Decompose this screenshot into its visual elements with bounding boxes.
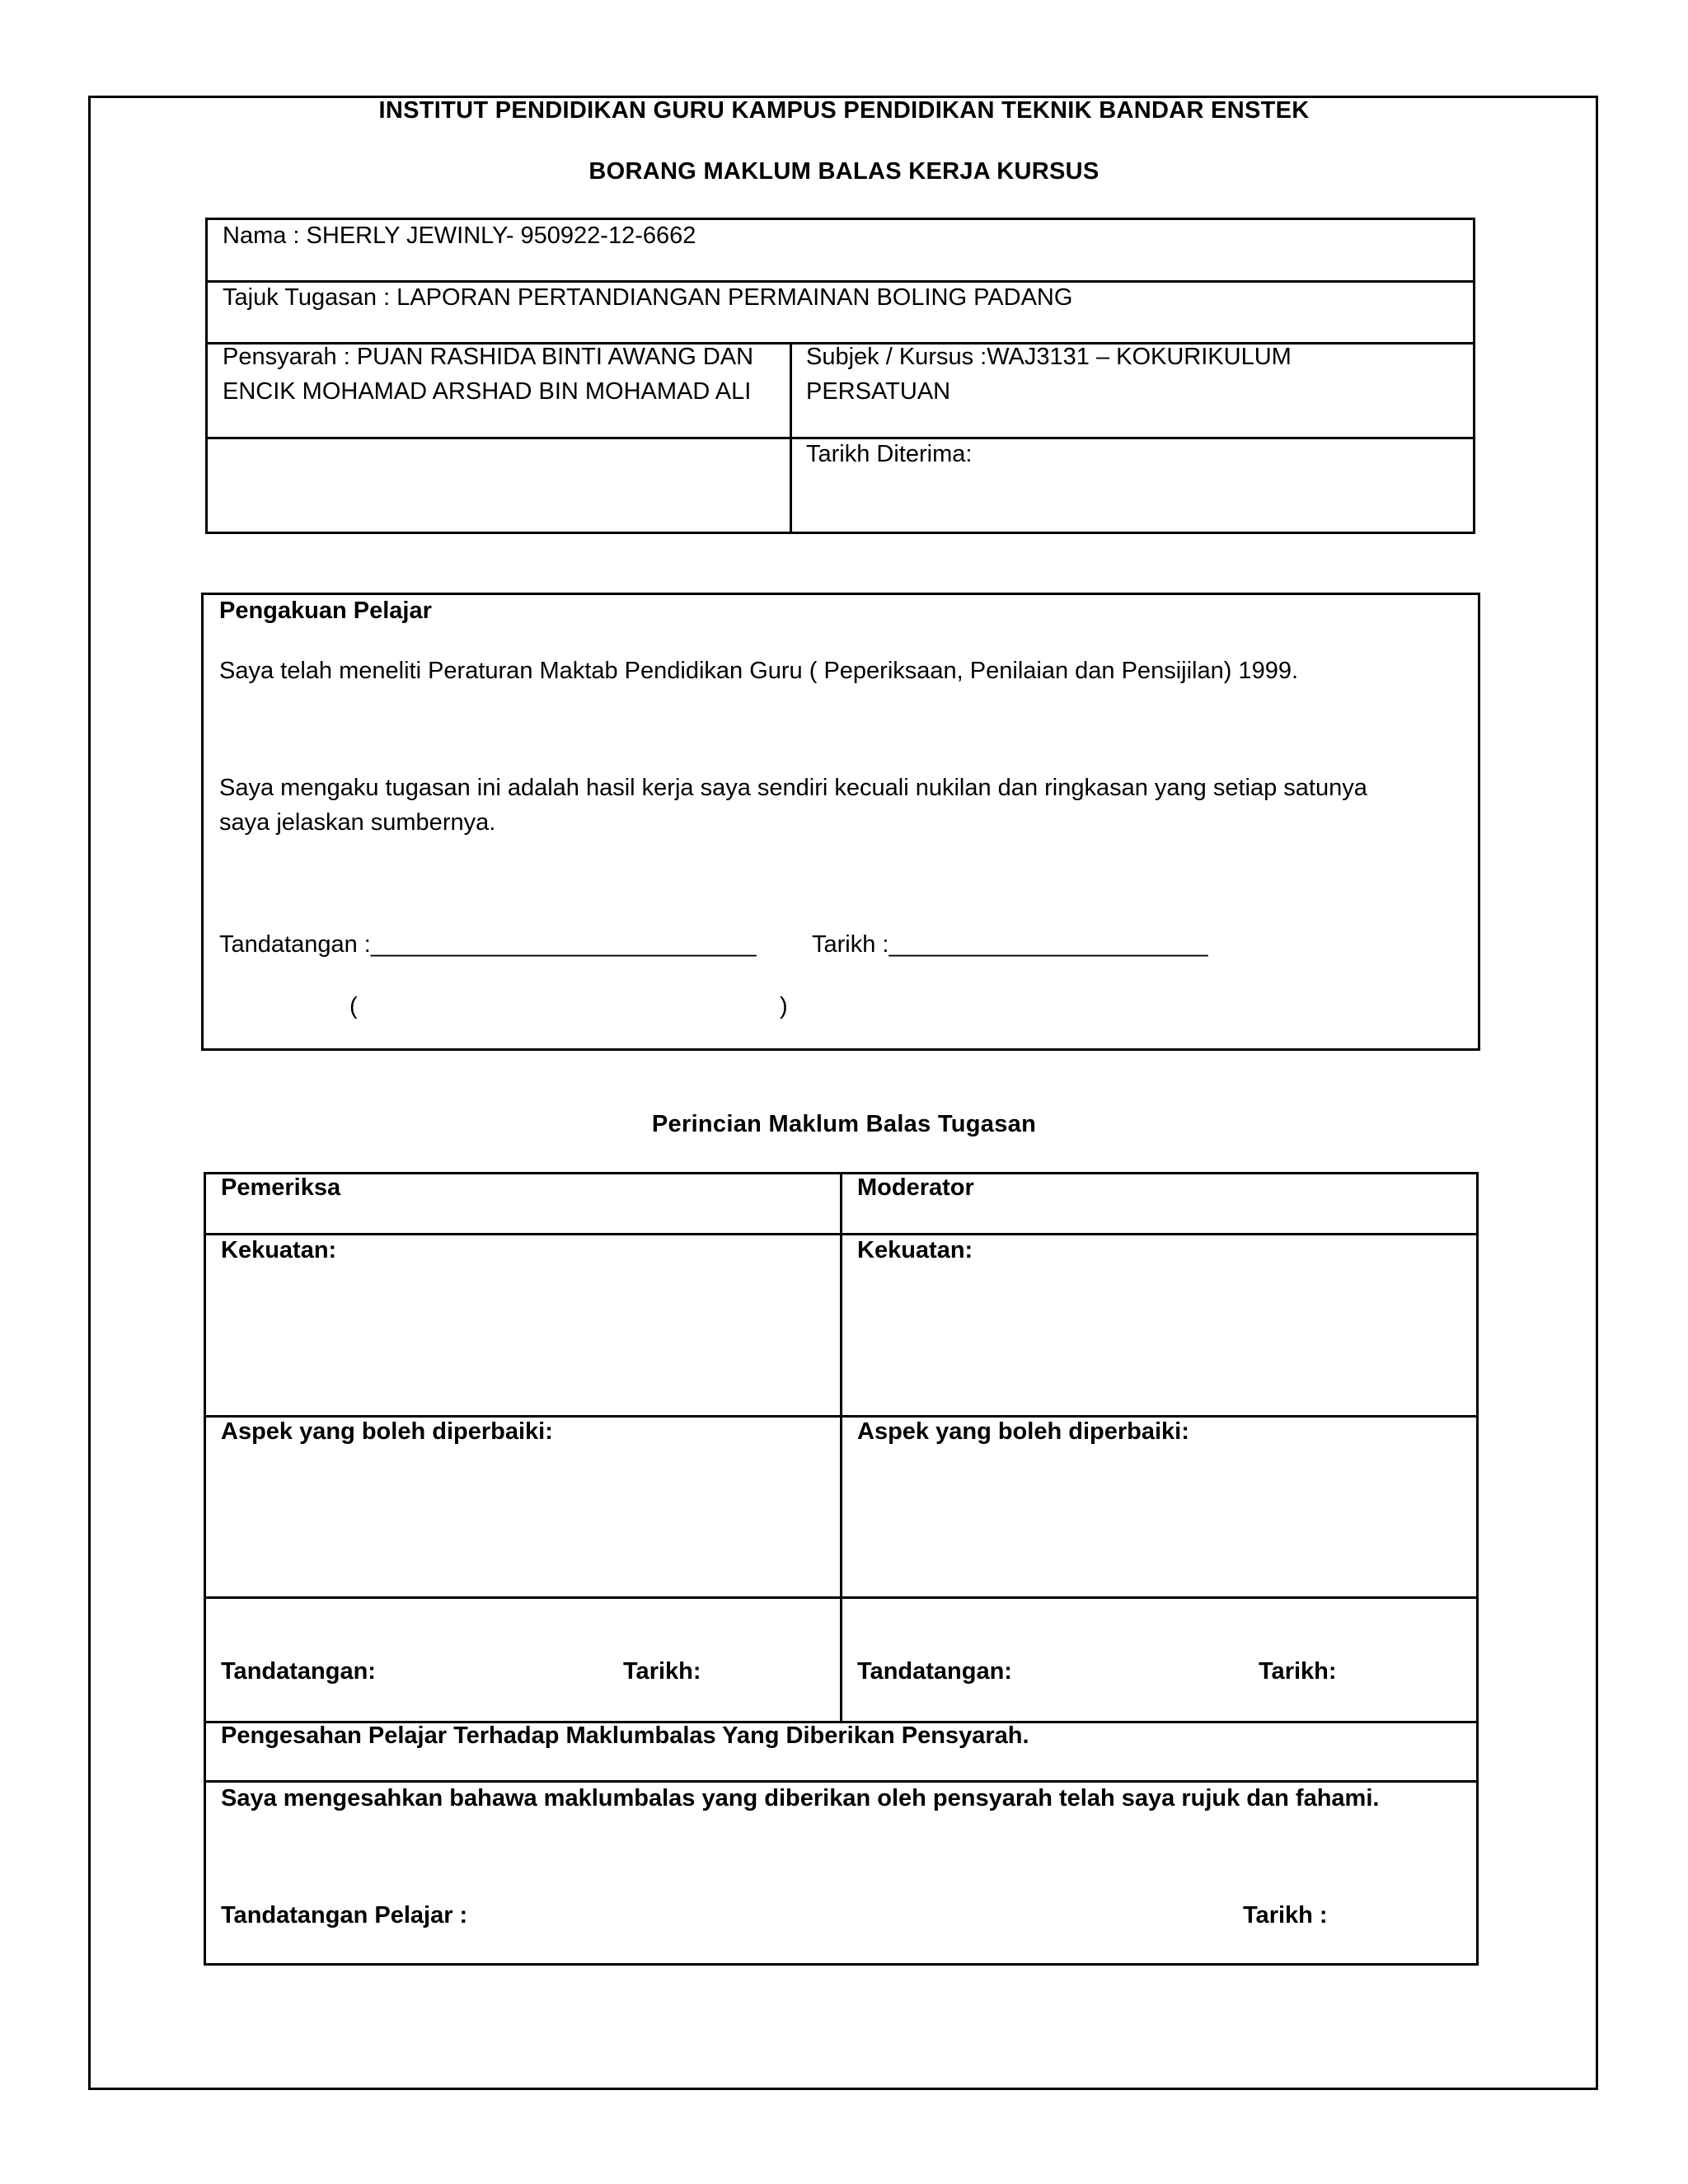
student-signature-label: Tandatangan Pelajar : (221, 1902, 468, 1929)
subjek-field: Subjek / Kursus :WAJ3131 – KOKURIKULUM (806, 344, 1292, 370)
pengesahan-text: Saya mengesahkan bahawa maklumbalas yang diberikan oleh pensyarah telah saya rujuk dan fahami. (221, 1785, 1380, 1811)
pemeriksa-tarikh-label: Tarikh: (623, 1658, 701, 1685)
name-parenthesis-close: ) (780, 993, 788, 1019)
declaration-title: Pengakuan Pelajar (219, 598, 432, 624)
declaration-paragraph-1: Saya telah meneliti Peraturan Maktab Pendidikan Guru ( Peperiksaan, Penilaian dan Pensijilan) 1999. (219, 658, 1299, 684)
pensyarah-field: Pensyarah : PUAN RASHIDA BINTI AWANG DAN (223, 344, 754, 370)
signature-line: Tandatangan :_____________________________ (219, 931, 757, 958)
moderator-kekuatan-label: Kekuatan: (857, 1237, 973, 1263)
nama-field: Nama : SHERLY JEWINLY- 950922-12-6662 (223, 223, 696, 249)
pemeriksa-kekuatan-label: Kekuatan: (221, 1237, 337, 1263)
moderator-aspek-label: Aspek yang boleh diperbaiki: (857, 1418, 1189, 1445)
subjek-field-line2: PERSATUAN (806, 378, 951, 405)
tarikh-diterima-field: Tarikh Diterima: (806, 441, 973, 467)
moderator-header: Moderator (857, 1174, 974, 1201)
moderator-tandatangan-label: Tandatangan: (857, 1658, 1012, 1685)
pengesahan-title: Pengesahan Pelajar Terhadap Maklumbalas Yang Diberikan Pensyarah. (221, 1722, 1029, 1749)
form-title: BORANG MAKLUM BALAS KERJA KURSUS (588, 158, 1100, 185)
student-date-label: Tarikh : (1243, 1902, 1328, 1929)
moderator-tarikh-label: Tarikh: (1259, 1658, 1337, 1685)
feedback-column-divider (840, 1172, 842, 1722)
name-parenthesis-open: ( (349, 993, 358, 1019)
declaration-paragraph-2-line2: saya jelaskan sumbernya. (219, 809, 496, 836)
pemeriksa-aspek-label: Aspek yang boleh diperbaiki: (221, 1418, 553, 1445)
pemeriksa-header: Pemeriksa (221, 1174, 341, 1201)
institute-heading: INSTITUT PENDIDIKAN GURU KAMPUS PENDIDIKAN TEKNIK BANDAR ENSTEK (378, 97, 1310, 124)
feedback-title: Perincian Maklum Balas Tugasan (651, 1111, 1037, 1137)
pemeriksa-tandatangan-label: Tandatangan: (221, 1658, 376, 1685)
info-column-divider (790, 342, 792, 534)
tajuk-field: Tajuk Tugasan : LAPORAN PERTANDIANGAN PERMAINAN BOLING PADANG (223, 284, 1073, 311)
pensyarah-field-line2: ENCIK MOHAMAD ARSHAD BIN MOHAMAD ALI (223, 378, 752, 405)
declaration-paragraph-2: Saya mengaku tugasan ini adalah hasil kerja saya sendiri kecuali nukilan dan ringkasan yang setiap satunya (219, 775, 1367, 801)
date-line: Tarikh :________________________ (812, 931, 1208, 958)
